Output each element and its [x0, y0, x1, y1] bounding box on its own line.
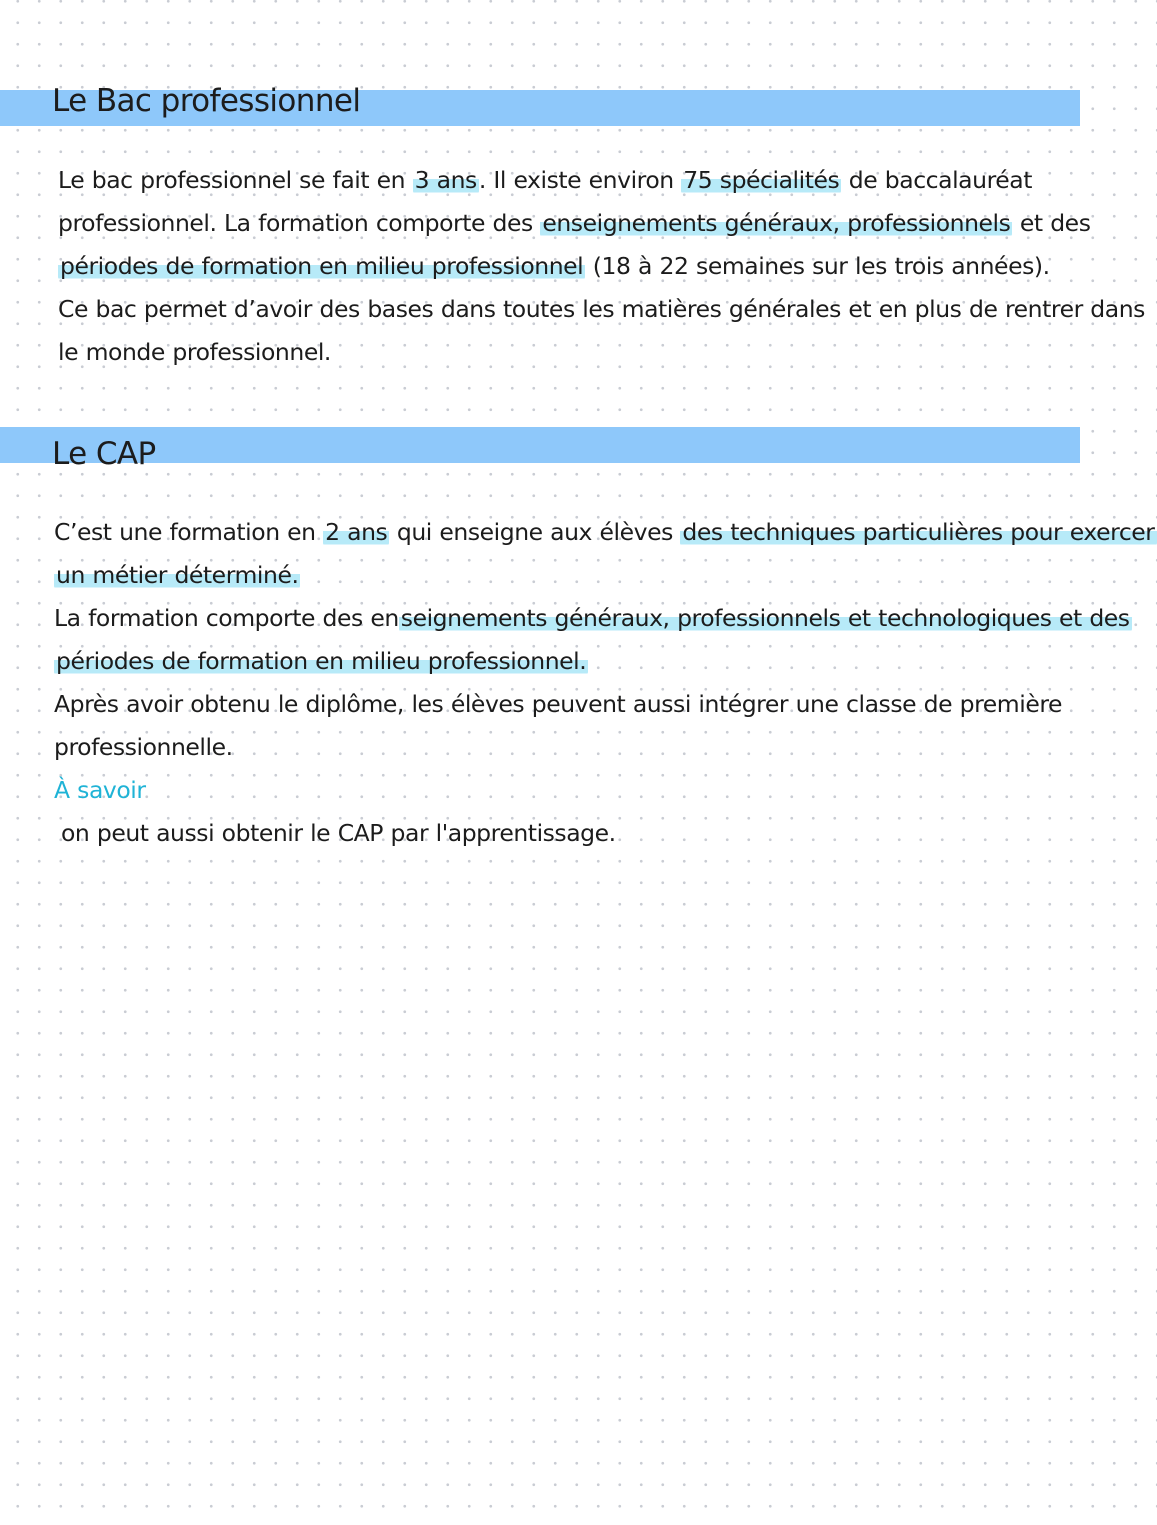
text-segment: de baccalauréat — [841, 166, 1032, 194]
note-label: À savoir — [54, 776, 146, 804]
section-2-line-4 — [54, 640, 1054, 683]
section-1-body — [58, 159, 1145, 374]
section-1-line-3 — [58, 245, 1058, 288]
text-segment: Ce bac permet d’avoir des bases dans toutes les matières générales et en plus de rentrer dans — [58, 295, 1145, 323]
section-2-title-band — [0, 427, 1080, 463]
text-segment: le monde professionnel. — [58, 338, 331, 366]
text-segment: (18 à 22 semaines sur les trois années). — [585, 252, 1050, 280]
section-2-line-1 — [54, 511, 1155, 554]
section-1-line-1 — [58, 159, 1058, 202]
highlight-trade: un métier déterminé. — [56, 561, 299, 589]
section-1-line-5 — [58, 331, 1058, 374]
text-segment: et des — [1012, 209, 1091, 237]
highlight-teachings: seignements généraux, professionnels et technologiques et des — [400, 604, 1130, 632]
highlight-training-periods: périodes de formation en milieu professionnel. — [56, 647, 587, 675]
text-segment: professionnel. La formation comporte des — [58, 209, 541, 237]
section-2-body — [54, 511, 1155, 855]
note-text: on peut aussi obtenir le CAP par l'apprentissage. — [61, 819, 616, 847]
section-2-line-5 — [54, 683, 1063, 726]
highlight-duration: 3 ans — [414, 166, 477, 194]
text-segment: C’est une formation en — [54, 518, 324, 546]
text-segment: qui enseigne aux élèves — [389, 518, 681, 546]
text-segment: . Il existe environ — [478, 166, 682, 194]
highlight-teachings: enseignements généraux, professionnels — [542, 209, 1011, 237]
section-2-line-6 — [54, 726, 1054, 769]
section-2-title: Le CAP — [52, 436, 156, 472]
text-segment: Le bac professionnel se fait en — [58, 166, 413, 194]
highlight-specialties: 75 spécialités — [683, 166, 840, 194]
highlight-training-periods: périodes de formation en milieu professionnel — [60, 252, 584, 280]
text-segment: Après avoir obtenu le diplôme, les élèves peuvent aussi intégrer une classe de première — [54, 690, 1063, 718]
text-segment: La formation comporte des en — [54, 604, 399, 632]
section-2-line-2 — [54, 554, 1054, 597]
section-1-line-2 — [58, 202, 1091, 245]
highlight-techniques: des techniques particulières pour exercer — [682, 518, 1155, 546]
highlight-duration: 2 ans — [325, 518, 388, 546]
section-2-line-3 — [54, 597, 1130, 640]
section-1-line-4 — [58, 288, 1145, 331]
text-segment: professionnelle. — [54, 733, 233, 761]
section-1-title: Le Bac professionnel — [52, 83, 361, 119]
